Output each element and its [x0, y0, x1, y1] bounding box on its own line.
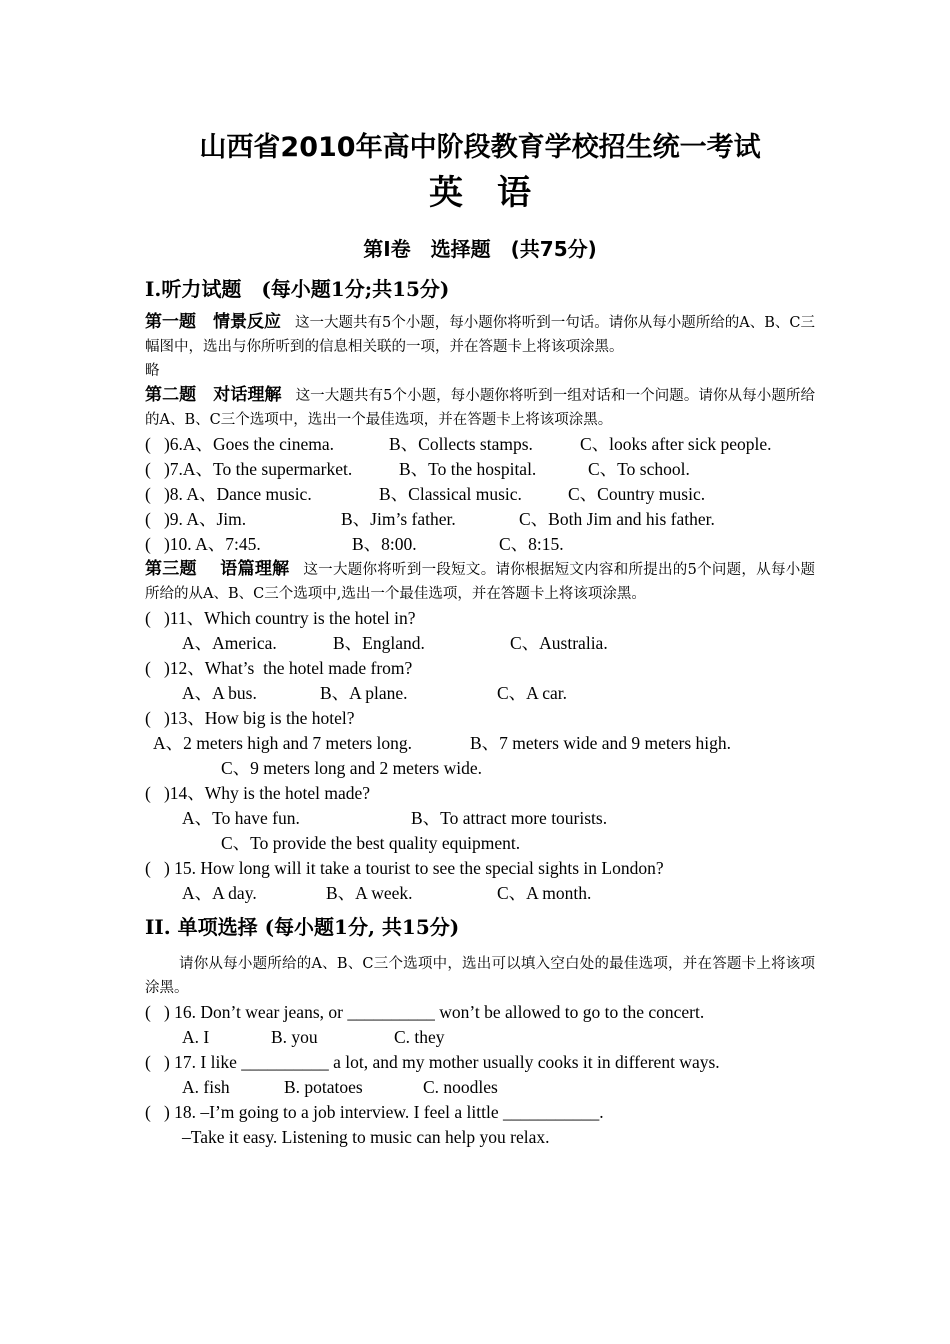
q9-option-b: B、Jim’s father.: [341, 509, 456, 529]
q16-option-b: B. you: [271, 1027, 318, 1047]
question-14: ( )14、Why is the hotel made?: [145, 783, 371, 803]
subject-title: 英语: [429, 173, 565, 213]
q12-option-c: C、A car.: [497, 683, 567, 703]
q11-option-b: B、England.: [333, 633, 425, 653]
q7-option-a: ( )7.A、To the supermarket.: [145, 459, 353, 479]
part2-instructions: [145, 383, 815, 432]
part2-title: 第二题 对话理解: [145, 385, 282, 405]
exam-page: [145, 128, 815, 1150]
q16-options: [145, 1025, 815, 1050]
q11-options: [145, 631, 815, 656]
q15-options: [145, 881, 815, 906]
part3-text: 这一大题你将听到一段短文。请你根据短文内容和所提出的5个问题，从每小题所给的从A、B、C三个选项中,选出一个最佳选项，并在答题卡上将该项涂黑。: [145, 562, 815, 602]
q10-option-a: ( )10. A、7:45.: [145, 534, 261, 554]
section-single-choice-heading: II. 单项选择 (每小题1分, 共15分): [145, 915, 460, 939]
q17-option-b: B. potatoes: [284, 1077, 363, 1097]
question-11: ( )11、Which country is the hotel in?: [145, 608, 416, 628]
q15-option-a: A、A day.: [182, 883, 257, 903]
q13-options: [145, 731, 815, 756]
q8-option-b: B、Classical music.: [379, 484, 522, 504]
part1-instructions: [145, 310, 815, 359]
q7-option-c: C、To school.: [588, 459, 690, 479]
question-13: ( )13、How big is the hotel?: [145, 708, 355, 728]
q9-option-c: C、Both Jim and his father.: [519, 509, 715, 529]
q9-option-a: ( )9. A、Jim.: [145, 509, 247, 529]
volume-heading: 第Ⅰ卷 选择题 (共75分): [363, 237, 597, 261]
q12-options: [145, 681, 815, 706]
q11-option-a: A、America.: [182, 633, 277, 653]
q6-option-c: C、looks after sick people.: [580, 434, 772, 454]
q17-option-c: C. noodles: [423, 1077, 498, 1097]
q11-option-c: C、Australia.: [510, 633, 608, 653]
section2-instructions: 请你从每小题所给的A、B、C三个选项中，选出可以填入空白处的最佳选项，并在答题卡上将该项涂黑。: [145, 956, 815, 996]
q16-option-a: A. I: [182, 1027, 210, 1047]
question-7: [145, 457, 815, 482]
q14-options: [145, 806, 815, 831]
section-listening-heading: I.听力试题 (每小题1分;共15分): [145, 277, 450, 301]
question-17: ( ) 17. I like __________ a lot, and my mother usually cooks it in different ways.: [145, 1052, 720, 1072]
part1-omitted: 略: [145, 363, 160, 379]
part1-text: 这一大题共有5个小题，每小题你将听到一句话。请你从每小题所给的A、B、C三幅图中，选出与你所听到的信息相关联的一项，并在答题卡上将该项涂黑。: [145, 315, 815, 355]
question-15: ( ) 15. How long will it take a tourist to see the special sights in London?: [145, 858, 664, 878]
q15-option-b: B、A week.: [326, 883, 413, 903]
q18-reply: –Take it easy. Listening to music can help you relax.: [182, 1127, 550, 1147]
question-8: [145, 482, 815, 507]
part2-text: 这一大题共有5个小题，每小题你将听到一组对话和一个问题。请你从每小题所给的A、B、C三个选项中，选出一个最佳选项，并在答题卡上将该项涂黑。: [145, 388, 815, 428]
q12-option-b: B、A plane.: [320, 683, 408, 703]
question-16: ( ) 16. Don’t wear jeans, or __________ won’t be allowed to go to the concert.: [145, 1002, 705, 1022]
part1-title: 第一题 情景反应: [145, 312, 282, 332]
question-9: [145, 507, 815, 532]
q8-option-a: ( )8. A、Dance music.: [145, 484, 312, 504]
q13-option-a: A、2 meters high and 7 meters long.: [153, 733, 413, 753]
q13-option-c: C、9 meters long and 2 meters wide.: [221, 758, 482, 778]
q13-option-b: B、7 meters wide and 9 meters high.: [470, 733, 731, 753]
q12-option-a: A、A bus.: [182, 683, 257, 703]
q6-option-a: ( )6.A、Goes the cinema.: [145, 434, 335, 454]
q17-option-a: A. fish: [182, 1077, 230, 1097]
q16-option-c: C. they: [394, 1027, 445, 1047]
q10-option-b: B、8:00.: [352, 534, 417, 554]
q15-option-c: C、A month.: [497, 883, 592, 903]
q14-option-a: A、To have fun.: [182, 808, 300, 828]
question-12: ( )12、What’s the hotel made from?: [145, 658, 413, 678]
q14-option-b: B、To attract more tourists.: [411, 808, 608, 828]
part3-title: 第三题 语篇理解: [145, 559, 290, 579]
q6-option-b: B、Collects stamps.: [389, 434, 533, 454]
q17-options: [145, 1075, 815, 1100]
part3-instructions: [145, 557, 815, 606]
q14-option-c: C、To provide the best quality equipment.: [221, 833, 521, 853]
q10-option-c: C、8:15.: [499, 534, 564, 554]
question-18: ( ) 18. –I’m going to a job interview. I feel a little ___________.: [145, 1102, 604, 1122]
question-6: [145, 432, 815, 457]
q8-option-c: C、Country music.: [568, 484, 706, 504]
question-10: [145, 532, 815, 557]
exam-title: 山西省2010年高中阶段教育学校招生统一考试: [199, 132, 761, 163]
q7-option-b: B、To the hospital.: [399, 459, 537, 479]
